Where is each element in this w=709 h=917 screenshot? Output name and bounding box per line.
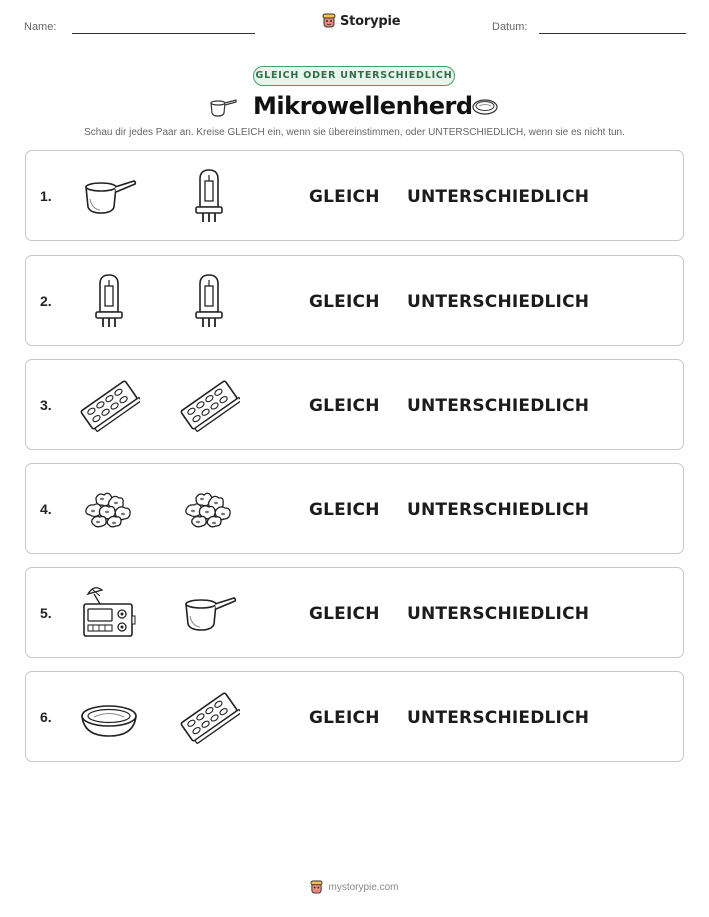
question-number: 3.	[40, 397, 52, 413]
question-row-1	[25, 150, 684, 241]
bowl-icon	[470, 96, 500, 118]
option-same[interactable]: GLEICH	[309, 292, 380, 312]
option-same[interactable]: GLEICH	[309, 396, 380, 416]
left-picture	[78, 686, 140, 748]
option-different[interactable]: UNTERSCHIEDLICH	[407, 708, 590, 728]
right-picture	[178, 374, 240, 436]
date-field-line[interactable]	[539, 33, 686, 34]
saucepan-icon	[178, 582, 240, 644]
light-bulb-icon	[178, 165, 240, 227]
ice-tray-icon	[178, 374, 240, 436]
instructions-text: Schau dir jedes Paar an. Kreise GLEICH ein, wenn sie übereinstimmen, oder UNTERSCHIEDLICH, wenn sie es nicht tun.	[84, 127, 625, 138]
title-row	[0, 90, 709, 126]
question-row-6	[25, 671, 684, 762]
question-number: 2.	[40, 293, 52, 309]
option-same[interactable]: GLEICH	[309, 500, 380, 520]
brand-name: Storypie	[340, 13, 401, 29]
light-bulb-icon	[78, 270, 140, 332]
light-bulb-icon	[178, 270, 240, 332]
question-row-5	[25, 567, 684, 658]
option-same[interactable]: GLEICH	[309, 604, 380, 624]
right-picture	[178, 270, 240, 332]
date-label: Datum:	[492, 21, 528, 33]
bowl-icon	[78, 686, 140, 748]
question-number: 6.	[40, 709, 52, 725]
right-picture	[178, 478, 240, 540]
option-different[interactable]: UNTERSCHIEDLICH	[407, 604, 590, 624]
footer	[0, 880, 709, 895]
popcorn-icon	[78, 478, 140, 540]
option-different[interactable]: UNTERSCHIEDLICH	[407, 396, 590, 416]
left-picture	[78, 374, 140, 436]
option-different[interactable]: UNTERSCHIEDLICH	[407, 187, 590, 207]
name-label: Name:	[24, 21, 57, 33]
microwave-icon	[78, 582, 140, 644]
left-picture	[78, 582, 140, 644]
option-same[interactable]: GLEICH	[309, 708, 380, 728]
ice-tray-icon	[178, 686, 240, 748]
left-picture	[78, 478, 140, 540]
option-different[interactable]: UNTERSCHIEDLICH	[407, 292, 590, 312]
question-number: 4.	[40, 501, 52, 517]
right-picture	[178, 165, 240, 227]
popcorn-icon	[178, 478, 240, 540]
question-row-4	[25, 463, 684, 554]
page-title: Mikrowellenherd	[253, 92, 473, 120]
question-number: 5.	[40, 605, 52, 621]
name-field-line[interactable]	[72, 33, 255, 34]
storypie-mascot-icon	[322, 13, 336, 29]
saucepan-icon	[78, 165, 140, 227]
question-row-3	[25, 359, 684, 450]
left-picture	[78, 165, 140, 227]
worksheet-type-badge: GLEICH ODER UNTERSCHIEDLICH	[253, 66, 455, 86]
storypie-mascot-icon	[310, 880, 323, 895]
saucepan-icon	[208, 96, 238, 118]
brand-logo	[322, 13, 400, 29]
right-picture	[178, 686, 240, 748]
option-same[interactable]: GLEICH	[309, 187, 380, 207]
question-row-2	[25, 255, 684, 346]
question-number: 1.	[40, 188, 52, 204]
footer-url[interactable]: mystorypie.com	[328, 882, 399, 893]
ice-tray-icon	[78, 374, 140, 436]
left-picture	[78, 270, 140, 332]
option-different[interactable]: UNTERSCHIEDLICH	[407, 500, 590, 520]
right-picture	[178, 582, 240, 644]
